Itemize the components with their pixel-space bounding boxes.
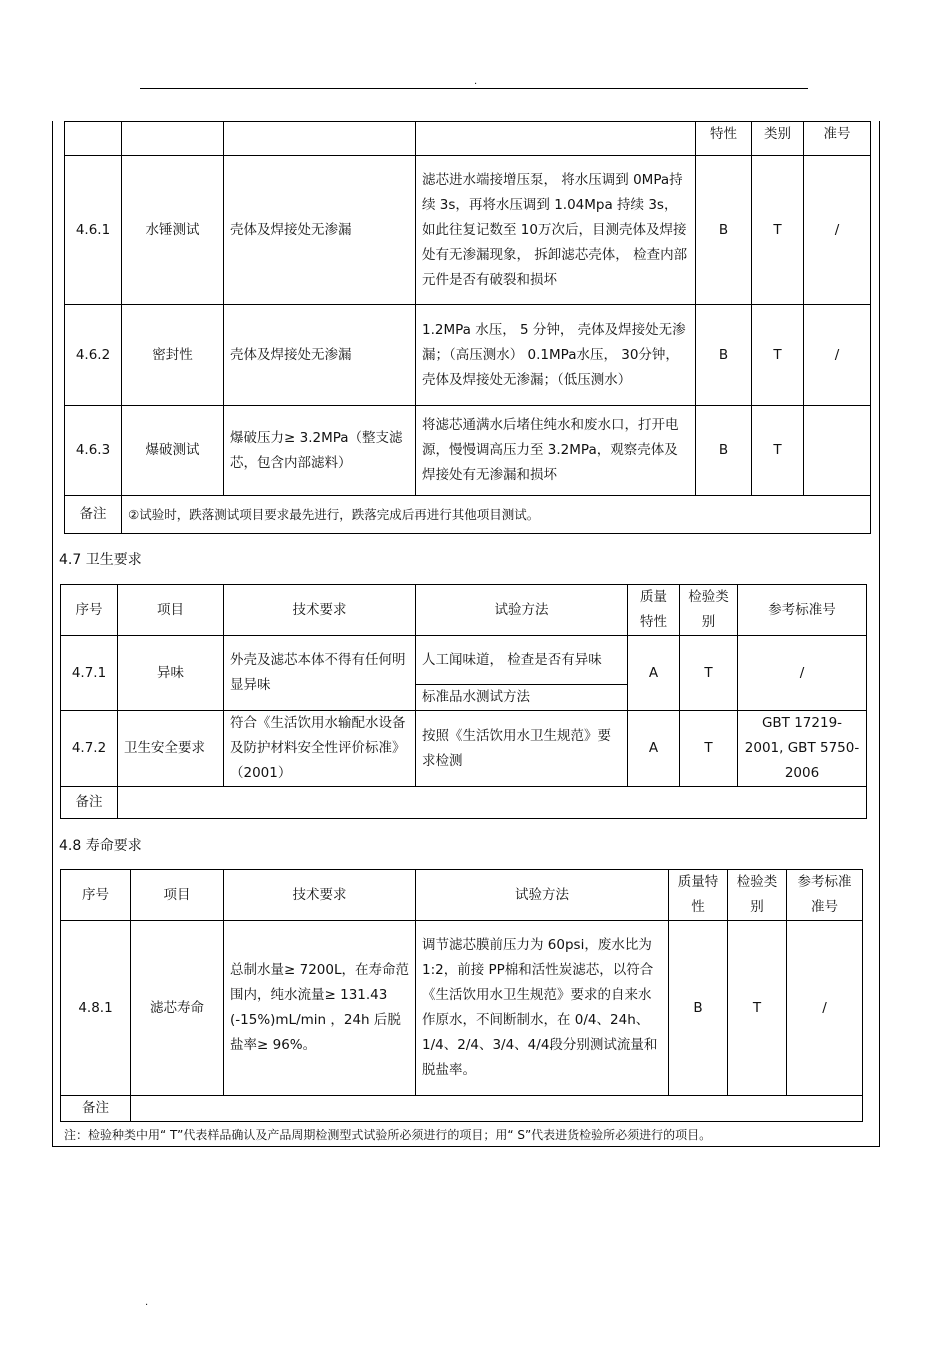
- remark-label: 备注: [65, 496, 122, 534]
- cell-std: GBT 17219-2001, GBT 5750-2006: [738, 711, 867, 787]
- table-row: [65, 305, 871, 406]
- cell-item: 水锤测试: [122, 156, 224, 305]
- cell-type: T: [752, 156, 804, 305]
- header-cell: 类别: [752, 122, 804, 156]
- cell-type: T: [752, 305, 804, 406]
- footnote: 注：检验种类中用“ T”代表样品确认及产品周期检测型式试验所必须进行的项目；用“ S”代表进货检验所必须进行的项目。: [64, 1128, 712, 1142]
- cell-method: 将滤芯通满水后堵住纯水和废水口，打开电源，慢慢调高压力至 3.2MPa，观察壳体及焊接处有无渗漏和损坏: [416, 406, 696, 496]
- remark-row: [61, 1096, 863, 1122]
- table-header-row: [65, 122, 871, 156]
- table-row: [65, 156, 871, 305]
- remark-row: [65, 496, 871, 534]
- header-cell: [224, 122, 416, 156]
- cell-method: 人工闻味道， 检查是否有异味: [416, 636, 628, 685]
- cell-std: /: [804, 305, 871, 406]
- cell-method: 标准品水测试方法: [416, 685, 628, 711]
- table-row: [61, 921, 863, 1096]
- remark-label: 备注: [61, 1096, 131, 1122]
- cell-quality: B: [696, 156, 752, 305]
- cell-req: 符合《生活饮用水输配水设备及防护材料安全性评价标准》（2001）: [224, 711, 416, 787]
- cell-no: 4.6.1: [65, 156, 122, 305]
- header-cell: 序号: [61, 870, 131, 921]
- section-title-4-7: 4.7 卫生要求: [59, 552, 142, 568]
- cell-no: 4.7.2: [61, 711, 118, 787]
- remark-label: 备注: [61, 787, 118, 819]
- cell-type: T: [680, 636, 738, 711]
- header-cell: 参考标准号: [738, 585, 867, 636]
- header-cell: [65, 122, 122, 156]
- header-cell: [122, 122, 224, 156]
- cell-std: [804, 406, 871, 496]
- cell-type: T: [680, 711, 738, 787]
- cell-quality: B: [696, 406, 752, 496]
- cell-req: 爆破压力≥ 3.2MPa（整支滤芯，包含内部滤料）: [224, 406, 416, 496]
- table-row: [61, 711, 867, 787]
- cell-method: 按照《生活饮用水卫生规范》要求检测: [416, 711, 628, 787]
- cell-no: 4.6.3: [65, 406, 122, 496]
- header-cell: 项目: [118, 585, 224, 636]
- header-cell: 技术要求: [224, 585, 416, 636]
- header-cell: 质量特性: [669, 870, 728, 921]
- header-rule: [140, 88, 808, 89]
- table-header-row: [61, 585, 867, 636]
- cell-quality: A: [628, 711, 680, 787]
- header-cell: 技术要求: [224, 870, 416, 921]
- header-cell: [416, 122, 696, 156]
- cell-no: 4.7.1: [61, 636, 118, 711]
- cell-std: /: [738, 636, 867, 711]
- cell-item: 异味: [118, 636, 224, 711]
- cell-item: 卫生安全要求: [118, 711, 224, 787]
- header-mark: .: [474, 76, 478, 87]
- cell-req: 总制水量≥ 7200L，在寿命范围内，纯水流量≥ 131.43 (-15%)mL/min ，24h 后脱盐率≥ 96%。: [224, 921, 416, 1096]
- table-row: [65, 406, 871, 496]
- header-cell: 特性: [696, 122, 752, 156]
- header-cell: 准号: [804, 122, 871, 156]
- header-cell: 参考标准准号: [787, 870, 863, 921]
- header-cell: 序号: [61, 585, 118, 636]
- header-cell: 试验方法: [416, 585, 628, 636]
- cell-std: /: [787, 921, 863, 1096]
- section-title-4-8: 4.8 寿命要求: [59, 838, 142, 854]
- remark-row: [61, 787, 867, 819]
- cell-type: T: [752, 406, 804, 496]
- remark-text: ②试验时，跌落测试项目要求最先进行，跌落完成后再进行其他项目测试。: [122, 496, 871, 534]
- cell-item: 爆破测试: [122, 406, 224, 496]
- cell-std: /: [804, 156, 871, 305]
- cell-no: 4.6.2: [65, 305, 122, 406]
- cell-req: 外壳及滤芯本体不得有任何明显异味: [224, 636, 416, 711]
- cell-method: 调节滤芯膜前压力为 60psi，废水比为 1:2，前接 PP棉和活性炭滤芯，以符合《生活饮用水卫生规范》要求的自来水作原水，不间断制水，在 0/4、24h、1/4、2/4、3/4、4/4段分别测试流量和脱盐率。: [416, 921, 669, 1096]
- table-4-8: [60, 869, 863, 1122]
- cell-method: 1.2MPa 水压， 5 分钟， 壳体及焊接处无渗漏；（高压测水） 0.1MPa水压， 30分钟， 壳体及焊接处无渗漏；（低压测水）: [416, 305, 696, 406]
- cell-method: 滤芯进水端接增压泵， 将水压调到 0MPa持续 3s，再将水压调到 1.04Mpa 持续 3s，如此往复记数至 10万次后，目测壳体及焊接处有无渗漏现象， 拆卸滤芯壳体， 检查内部元件是否有破裂和损坏: [416, 156, 696, 305]
- cell-quality: B: [696, 305, 752, 406]
- cell-item: 滤芯寿命: [131, 921, 224, 1096]
- cell-quality: A: [628, 636, 680, 711]
- cell-type: T: [728, 921, 787, 1096]
- cell-quality: B: [669, 921, 728, 1096]
- remark-text: [131, 1096, 863, 1122]
- cell-item: 密封性: [122, 305, 224, 406]
- table-row: [61, 636, 867, 685]
- table-4-7: [60, 584, 867, 819]
- header-cell: 质量特性: [628, 585, 680, 636]
- table-header-row: [61, 870, 863, 921]
- cell-no: 4.8.1: [61, 921, 131, 1096]
- table-4-6: [64, 121, 871, 534]
- footer-mark: .: [145, 1297, 149, 1308]
- header-cell: 检验类别: [680, 585, 738, 636]
- cell-req: 壳体及焊接处无渗漏: [224, 156, 416, 305]
- remark-text: [118, 787, 867, 819]
- cell-req: 壳体及焊接处无渗漏: [224, 305, 416, 406]
- header-cell: 试验方法: [416, 870, 669, 921]
- header-cell: 检验类别: [728, 870, 787, 921]
- header-cell: 项目: [131, 870, 224, 921]
